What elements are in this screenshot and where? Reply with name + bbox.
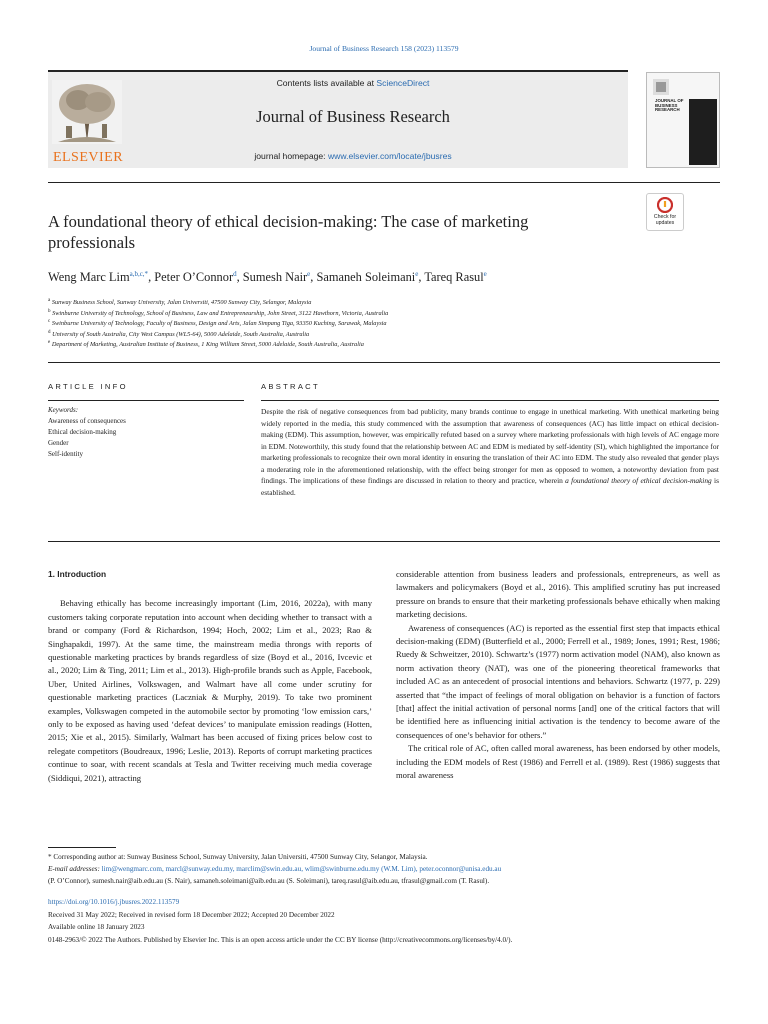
author-name: Tareq Rasul: [424, 270, 484, 285]
email-line-1: [48, 864, 738, 875]
homepage-prefix: journal homepage:: [254, 151, 328, 161]
affiliation-text: Swinburne University of Technology, Faculty of Business, Design and Arts, Jalan Simpang Tiga, 93350 Kuching, Sarawak, Malaysia: [51, 320, 387, 328]
author-separator: ,: [148, 270, 155, 285]
intro-paragraph-1: Behaving ethically has become increasingly important (Lim, 2016, 2022a), with many customers taking corporate reputation into account when deciding whether to transact with a brand or company (Ford & Richardson, 1994; Hoch, 2002; Lim et al., 2023; Rao & Singhapakdi, 1997). At the same time, the mainstream media throngs with reports of questionable marketing practices by brands regardless of size (Boyd et al., 2016, Ivcevic et al., 2020; Lim & Ting, 2011; Lim et al., 2013). High-profile brands such as Apple, Facebook, Uber, United Airlines, Volkswagen, and Walmart have all come under scrutiny for questionable marketing practices (Laczniak & Murphy, 2019). To take two prominent examples, Volkswagen competed in the automobile sector by promoting ‘low emission cars,’ only to be exposed as having used ‘defeat devices’ to manipulate emission readings (Hotten, 2015; Xie et al., 2015). Similarly, Walmart has been accused of fixing prices below cost to relegate competitors (Boudreaux, 1996; Leslie, 2013). Reports of corrupt marketing practices continue to soar, with recent scandals at Tesla and Twitter receiving much media coverage (Siddiqui, 2021), attracting: [48, 598, 372, 783]
doi-link[interactable]: https://doi.org/10.1016/j.jbusres.2022.113579: [48, 898, 180, 906]
body-left-column: [48, 568, 372, 785]
affiliation-key: e: [48, 340, 51, 345]
keyword-item: Awareness of consequences: [48, 417, 126, 425]
abstract-divider: [48, 541, 720, 542]
cover-emblem-icon: [653, 79, 713, 99]
author-affiliation-marker[interactable]: a,b,c,*: [129, 270, 149, 278]
article-info-heading: ARTICLE INFO: [48, 382, 128, 391]
available-online: Available online 18 January 2023: [48, 923, 145, 931]
author-affiliation-marker[interactable]: e: [415, 270, 419, 278]
abstract-text: Despite the risk of negative consequences from bad publicity, many brands continue to engage in unethical marketing. With unethical marketing being widely reported in the media, this study commenced with the assumption that awareness of consequences (AC) has little impact on ethical decision-making (EDM). This assumption, however, was empirically refuted based on a survey where marketing professionals with high levels of AC engage more in EDM. Noteworthily, this study found that the relationship between AC and EDM is mediated by self-identity (SI), which highlighted the importance for marketing professionals to recognize their own moral identity in ensuring the translation of their AC into EDM. The study also revealed that gender plays a moderating role in the aforementioned relationship, with the effect being stronger for men as opposed to women, a noteworthy deviation from past findings. The implications of these findings are discussed in relation to theory and practice, wherein a foundational theory of ethical decision-making is established.: [261, 407, 719, 497]
check-for-updates-button[interactable]: [646, 193, 684, 231]
sciencedirect-link[interactable]: ScienceDirect: [376, 78, 430, 88]
keywords-label: Keywords:: [48, 406, 79, 414]
cover-title: JOURNAL OF BUSINESS RESEARCH: [655, 98, 684, 113]
keyword-item: Gender: [48, 439, 69, 447]
intro-paragraph-2: Awareness of consequences (AC) is reported as the essential first step that impacts ethical decision-making (EDM) (Butterfield et al., 2000; Ferrell et al., 1989; Jones, 1991; Rest, 1986; Ruedy & Schweitzer, 2010). Schwartz’s (1977) norm activation model (NAM), also known as norm activation theory (NAT), was one of the pioneering theoretical frameworks that included AC as an antecedent of prosocial intentions and behaviors. Schwartz (1977, p. 229) asserted that “the impact of feelings of moral obligation on behavior is a function of factors [that] affect the initial activation of personal norms [and] one of the critical factors that will be identified here as influencing initial activation is the tendency to become aware of the consequences of one’s behavior for others.”: [396, 622, 720, 740]
affiliation-key: a: [48, 298, 51, 303]
affiliation-text: Sunway Business School, Sunway University, Jalan Universiti, 47500 Sunway City, Selangor, Malaysia: [51, 299, 312, 307]
cover-dark-strip: [689, 99, 717, 165]
footnote-rule: [48, 847, 116, 848]
publisher-logo-text: ELSEVIER: [52, 150, 124, 165]
abstract-rule: [261, 400, 719, 401]
email-label: E-mail addresses:: [48, 865, 100, 873]
journal-cover-thumbnail: [646, 72, 720, 168]
article-info-rule: [48, 400, 244, 401]
author-affiliation-marker[interactable]: e: [483, 270, 487, 278]
check-updates-label: Check for updates: [653, 214, 677, 226]
affiliation-key: b: [48, 308, 51, 314]
contents-lists-line: [128, 78, 578, 88]
article-title: A foundational theory of ethical decision-making: The case of marketing professionals: [48, 212, 529, 252]
author-separator: ,: [236, 270, 243, 285]
affiliation-text: University of South Australia, City West Campus (WL5-64), 5000 Adelaide, South Australia, Australia: [52, 330, 310, 338]
author-separator: ,: [418, 270, 425, 285]
author-affiliation-marker[interactable]: d: [233, 270, 237, 278]
author-name: Weng Marc Lim: [48, 270, 130, 285]
journal-homepage-line: [128, 151, 578, 161]
author-list: [48, 270, 688, 285]
affiliation-text: Swinburne University of Technology, School of Business, Law and Entrepreneurship, John Street, 3122 Hawthorn, Victoria, Australia: [52, 309, 389, 317]
contents-prefix: Contents lists available at: [276, 78, 377, 88]
affiliation-text: Department of Marketing, Australian Institute of Business, 1 King William Street, 5000 Adelaide, South Australia, Australia: [51, 341, 364, 349]
license-line: 0148-2963/© 2022 The Authors. Published by Elsevier Inc. This is an open access article under the CC BY license (http://creativecommons.org/licenses/by/4.0/).: [48, 936, 513, 944]
email-addresses-1[interactable]: lim@wengmarc.com, marcl@sunway.edu.my, marclim@swin.edu.au, wlim@swinburne.edu.my (W.M. Lim), peter.oconnor@unisa.edu.au: [101, 865, 502, 873]
author-name: Sumesh Nair: [242, 270, 308, 285]
keyword-item: Ethical decision-making: [48, 428, 117, 436]
affiliation-line: [48, 338, 728, 351]
header-divider: [48, 182, 720, 183]
intro-paragraph-continued: considerable attention from business leaders and professionals, entrepreneurs, as well as lawmakers and policymakers (Boyd et al., 2016). This amplified scrutiny has put increased pressure on brands to ensure that their marketing professionals behave ethically when making marketing decisions.: [396, 569, 720, 620]
body-right-column: [396, 568, 720, 783]
author-name: Samaneh Soleimani: [316, 270, 416, 285]
author-separator: ,: [310, 270, 317, 285]
author-name: Peter O’Connor: [154, 270, 234, 285]
keyword-item: Self-identity: [48, 450, 83, 458]
homepage-link[interactable]: www.elsevier.com/locate/jbusres: [327, 151, 452, 161]
abstract-heading: ABSTRACT: [261, 382, 320, 391]
email-line-2: (P. O’Connor), sumesh.nair@aib.edu.au (S. Nair), samaneh.soleimani@aib.edu.au (S. Soleimani), tareq.rasul@aib.edu.au, tfrasul@gmail.com (T. Rasul).: [48, 877, 490, 885]
journal-citation[interactable]: Journal of Business Research 158 (2023) 113579: [309, 44, 459, 53]
intro-paragraph-3: The critical role of AC, often called moral awareness, has been endorsed by other models, including the EDM models of Rest (1986) and Ferrell et al. (1989). Rest (1986) suggests that moral awareness: [396, 743, 720, 781]
author-affiliation-marker[interactable]: e: [307, 270, 311, 278]
corresponding-author-note: * Corresponding author at: Sunway Business School, Sunway University, Jalan Universiti, 47500 Sunway City, Selangor, Malaysia.: [48, 853, 428, 861]
affiliation-key: d: [48, 329, 51, 335]
affiliations-divider: [48, 362, 720, 363]
check-updates-icon: [657, 197, 673, 213]
received-dates: Received 31 May 2022; Received in revised form 18 December 2022; Accepted 20 December 2022: [48, 911, 335, 919]
journal-name: Journal of Business Research: [256, 107, 450, 126]
section-heading: 1. Introduction: [48, 569, 107, 579]
affiliation-key: c: [48, 319, 51, 324]
